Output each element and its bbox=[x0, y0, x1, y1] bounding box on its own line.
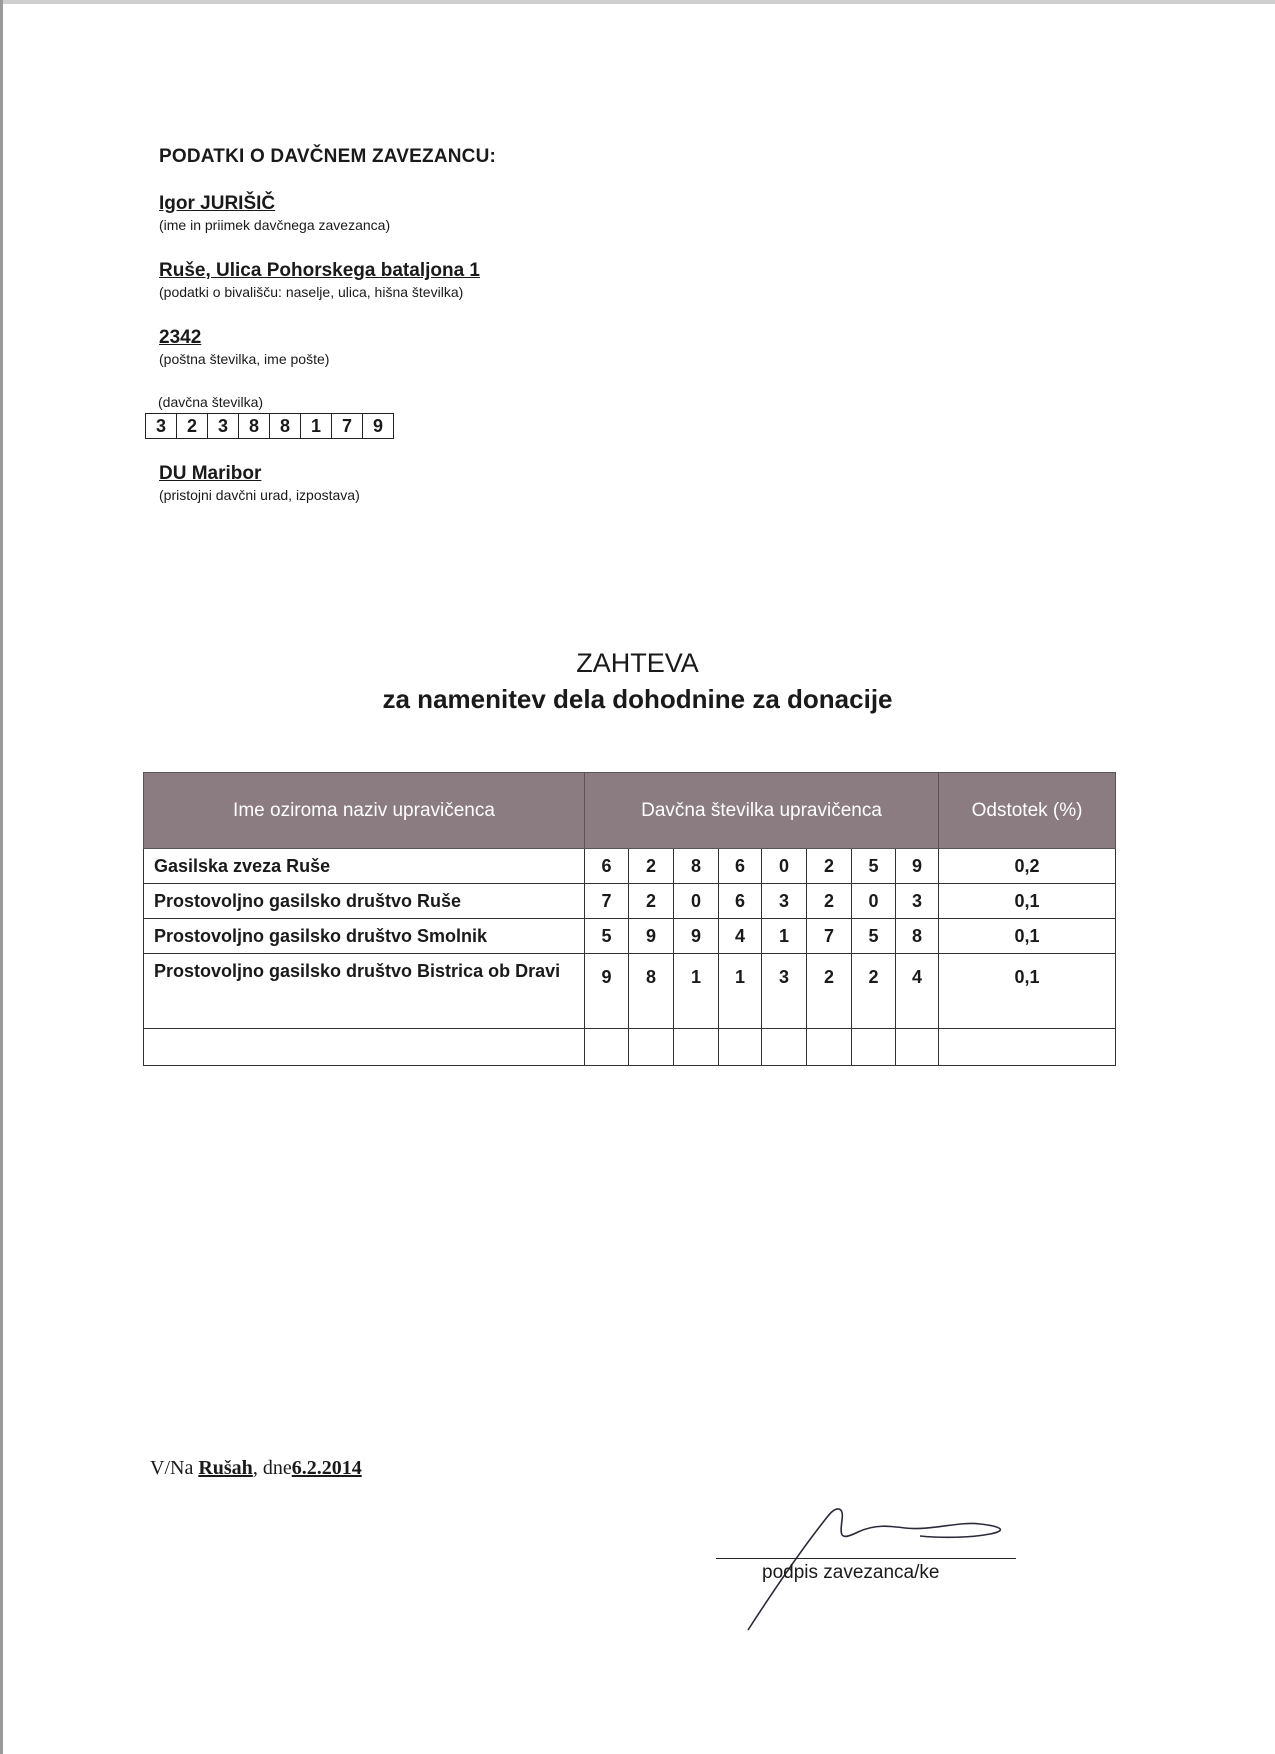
beneficiary-tax-digit: 7 bbox=[585, 884, 629, 919]
place: Rušah bbox=[198, 1457, 253, 1479]
beneficiary-tax-digit: 3 bbox=[762, 884, 807, 919]
place-prefix: V/Na bbox=[150, 1457, 199, 1479]
table-row-empty bbox=[144, 1029, 1116, 1066]
beneficiary-tax-digit: 6 bbox=[719, 884, 762, 919]
table-row bbox=[144, 919, 1116, 954]
taxpayer-post: 2342 bbox=[159, 327, 202, 348]
empty-cell bbox=[762, 1029, 807, 1066]
empty-cell bbox=[896, 1029, 939, 1066]
beneficiary-tax-digit: 0 bbox=[762, 849, 807, 884]
beneficiary-tax-digit: 2 bbox=[629, 884, 674, 919]
tax-office-label: (pristojni davčni urad, izpostava) bbox=[159, 487, 360, 503]
tax-office-field bbox=[159, 462, 360, 504]
beneficiary-percent: 0,1 bbox=[939, 884, 1116, 919]
tax-number-digit: 3 bbox=[146, 414, 177, 438]
header-name: Ime oziroma naziv upravičenca bbox=[144, 773, 585, 849]
tax-office: DU Maribor bbox=[159, 463, 262, 484]
tax-number-digit: 1 bbox=[301, 414, 332, 438]
tax-number-digit: 8 bbox=[270, 414, 301, 438]
beneficiary-percent: 0,1 bbox=[939, 919, 1116, 954]
beneficiary-tax-digit: 2 bbox=[629, 849, 674, 884]
tax-number-digit: 9 bbox=[372, 416, 383, 436]
beneficiary-tax-digit: 2 bbox=[807, 954, 852, 1029]
header-percent: Odstotek (%) bbox=[939, 773, 1116, 849]
empty-cell bbox=[807, 1029, 852, 1066]
document-subtitle: za namenitev dela dohodnine za donacije bbox=[382, 684, 893, 714]
table-header-row bbox=[144, 773, 1116, 849]
beneficiary-tax-digit: 5 bbox=[852, 919, 896, 954]
beneficiary-tax-digit: 0 bbox=[852, 884, 896, 919]
beneficiary-tax-digit: 9 bbox=[585, 954, 629, 1029]
beneficiary-name: Gasilska zveza Ruše bbox=[144, 849, 585, 884]
empty-cell bbox=[852, 1029, 896, 1066]
beneficiary-tax-digit: 9 bbox=[674, 919, 719, 954]
beneficiary-tax-digit: 2 bbox=[807, 849, 852, 884]
signature-label: podpis zavezanca/ke bbox=[762, 1562, 940, 1583]
beneficiary-tax-digit: 1 bbox=[762, 919, 807, 954]
beneficiary-tax-digit: 8 bbox=[629, 954, 674, 1029]
scan-left-edge bbox=[0, 0, 3, 1754]
beneficiary-tax-digit: 7 bbox=[807, 919, 852, 954]
beneficiary-tax-digit: 4 bbox=[719, 919, 762, 954]
taxpayer-address-label: (podatki o bivališču: naselje, ulica, hišna številka) bbox=[159, 284, 464, 300]
taxpayer-name: Igor JURIŠIČ bbox=[159, 193, 276, 214]
beneficiary-name: Prostovoljno gasilsko društvo Bistrica ob Dravi bbox=[144, 954, 585, 1029]
date-prefix: , dne bbox=[252, 1457, 292, 1479]
beneficiary-tax-digit: 2 bbox=[852, 954, 896, 1029]
beneficiary-tax-digit: 9 bbox=[629, 919, 674, 954]
beneficiary-tax-digit: 4 bbox=[896, 954, 939, 1029]
table-row bbox=[144, 849, 1116, 884]
taxpayer-post-field bbox=[159, 326, 329, 368]
beneficiary-tax-digit: 9 bbox=[896, 849, 939, 884]
beneficiary-name: Prostovoljno gasilsko društvo Ruše bbox=[144, 884, 585, 919]
empty-cell bbox=[629, 1029, 674, 1066]
beneficiary-percent: 0,1 bbox=[939, 954, 1116, 1029]
tax-number-boxes bbox=[145, 413, 394, 439]
empty-cell bbox=[144, 1029, 585, 1066]
section-title: PODATKI O DAVČNEM ZAVEZANCU: bbox=[159, 146, 497, 167]
taxpayer-post-label: (poštna številka, ime pošte) bbox=[159, 351, 330, 367]
beneficiary-tax-digit: 8 bbox=[674, 849, 719, 884]
beneficiary-name: Prostovoljno gasilsko društvo Smolnik bbox=[144, 919, 585, 954]
beneficiary-tax-digit: 5 bbox=[852, 849, 896, 884]
header-tax-number: Davčna številka upravičenca bbox=[585, 773, 939, 849]
beneficiary-tax-digit: 3 bbox=[762, 954, 807, 1029]
beneficiary-tax-digit: 8 bbox=[896, 919, 939, 954]
empty-cell bbox=[939, 1029, 1116, 1066]
place-date-line bbox=[150, 1457, 362, 1480]
beneficiary-tax-digit: 1 bbox=[719, 954, 762, 1029]
taxpayer-address-field bbox=[159, 259, 480, 301]
beneficiary-tax-digit: 0 bbox=[674, 884, 719, 919]
beneficiary-tax-digit: 6 bbox=[585, 849, 629, 884]
tax-number-digit: 2 bbox=[177, 414, 208, 438]
tax-number-digit: 3 bbox=[208, 414, 239, 438]
empty-cell bbox=[674, 1029, 719, 1066]
table-row bbox=[144, 954, 1116, 1029]
tax-number-digit: 8 bbox=[239, 414, 270, 438]
date: 6.2.2014 bbox=[291, 1457, 362, 1479]
beneficiaries-table bbox=[143, 772, 1116, 1066]
tax-number-digit: 7 bbox=[332, 414, 363, 438]
table-row bbox=[144, 884, 1116, 919]
empty-cell bbox=[585, 1029, 629, 1066]
beneficiary-tax-digit: 6 bbox=[719, 849, 762, 884]
signature-line bbox=[716, 1558, 1016, 1559]
taxpayer-name-label: (ime in priimek davčnega zavezanca) bbox=[159, 217, 391, 233]
scan-top-edge bbox=[0, 0, 1275, 4]
beneficiary-percent: 0,2 bbox=[939, 849, 1116, 884]
empty-cell bbox=[719, 1029, 762, 1066]
taxpayer-name-field bbox=[159, 192, 390, 234]
beneficiary-tax-digit: 2 bbox=[807, 884, 852, 919]
beneficiary-tax-digit: 3 bbox=[896, 884, 939, 919]
beneficiary-tax-digit: 1 bbox=[674, 954, 719, 1029]
document-title: ZAHTEVA bbox=[576, 648, 699, 678]
tax-number-label: (davčna številka) bbox=[158, 394, 264, 410]
taxpayer-address: Ruše, Ulica Pohorskega bataljona 1 bbox=[159, 260, 480, 281]
beneficiary-tax-digit: 5 bbox=[585, 919, 629, 954]
